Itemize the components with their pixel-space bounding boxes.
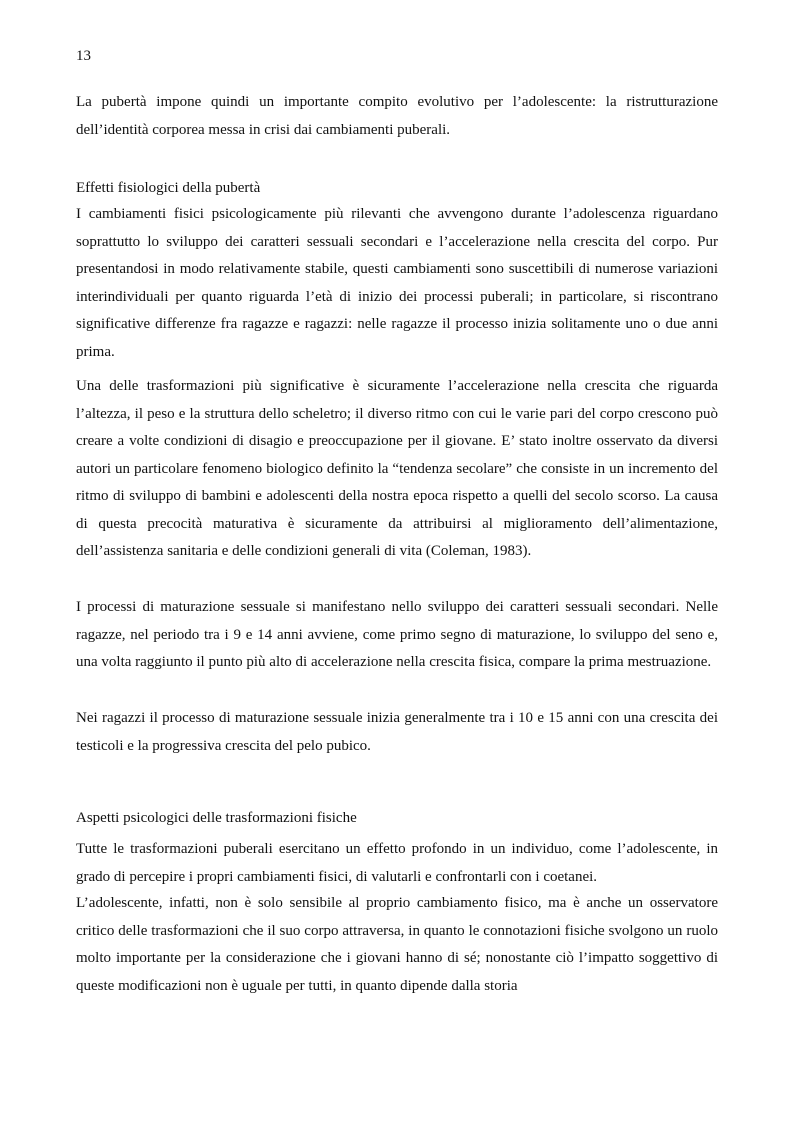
page-number: 13: [76, 48, 91, 64]
section-heading-physiological-effects: Effetti fisiologici della pubertà: [76, 180, 261, 196]
paragraph-growth-acceleration: Una delle trasformazioni più significative è sicuramente l’accelerazione nella crescita che riguarda l’altezza, il peso e la struttura dello scheletro; il diverso ritmo con cui le varie pari del corpo crescono può creare a volte condizioni di disagio e preoccupazione per il giovane. E’ stato inoltre osservato da diversi autori un particolare fenomeno biologico definito la “tendenza secolare” che consiste in un incremento del ritmo di sviluppo di bambini e adolescenti della nostra epoca rispetto a quelli del secolo scorso. La causa di questa precocità maturativa è sicuramente da attribuirsi al miglioramento dell’alimentazione, dell’assistenza sanitaria e delle condizioni generali di vita (Coleman, 1983).: [76, 378, 718, 559]
section-heading-psychological-aspects: Aspetti psicologici delle trasformazioni fisiche: [76, 810, 357, 826]
paragraph-physical-changes: I cambiamenti fisici psicologicamente più rilevanti che avvengono durante l’adolescenza riguardano soprattutto lo sviluppo dei caratteri sessuali secondari e l’accelerazione nella crescita del corpo. Pur presentandosi in modo relativamente stabile, questi cambiamenti sono suscettibili di numerose variazioni interindividuali per quanto riguarda l’età di inizio dei processi puberali; in particolare, si riscontrano significative differenze fra ragazze e ragazzi: nelle ragazze il processo inizia solitamente uno o due anni prima.: [76, 206, 718, 360]
paragraph-sexual-maturation-girls: I processi di maturazione sessuale si manifestano nello sviluppo dei caratteri sessuali secondari. Nelle ragazze, nel periodo tra i 9 e 14 anni avviene, come primo segno di maturazione, lo sviluppo del seno e, una volta raggiunto il punto più alto di accelerazione nella crescita fisica, compare la prima mestruazione.: [76, 599, 718, 670]
paragraph-pubertal-effects: Tutte le trasformazioni puberali esercitano un effetto profondo in un individuo, come l’adolescente, in grado di percepire i propri cambiamenti fisici, di valutarli e confrontarli con i coetanei.: [76, 841, 718, 885]
intro-paragraph: La pubertà impone quindi un importante compito evolutivo per l’adolescente: la ristrutturazione dell’identità corporea messa in crisi dai cambiamenti puberali.: [76, 94, 718, 138]
paragraph-sexual-maturation-boys: Nei ragazzi il processo di maturazione sessuale inizia generalmente tra i 10 e 15 anni con una crescita dei testicoli e la progressiva crescita del pelo pubico.: [76, 710, 718, 754]
paragraph-critical-observer: L’adolescente, infatti, non è solo sensibile al proprio cambiamento fisico, ma è anche un osservatore critico delle trasformazioni che il suo corpo attraversa, in quanto le connotazioni fisiche svolgono un ruolo molto importante per la considerazione che i giovani hanno di sé; nonostante ciò l’impatto soggettivo di queste modificazioni non è uguale per tutti, in quanto dipende dalla storia: [76, 895, 718, 994]
